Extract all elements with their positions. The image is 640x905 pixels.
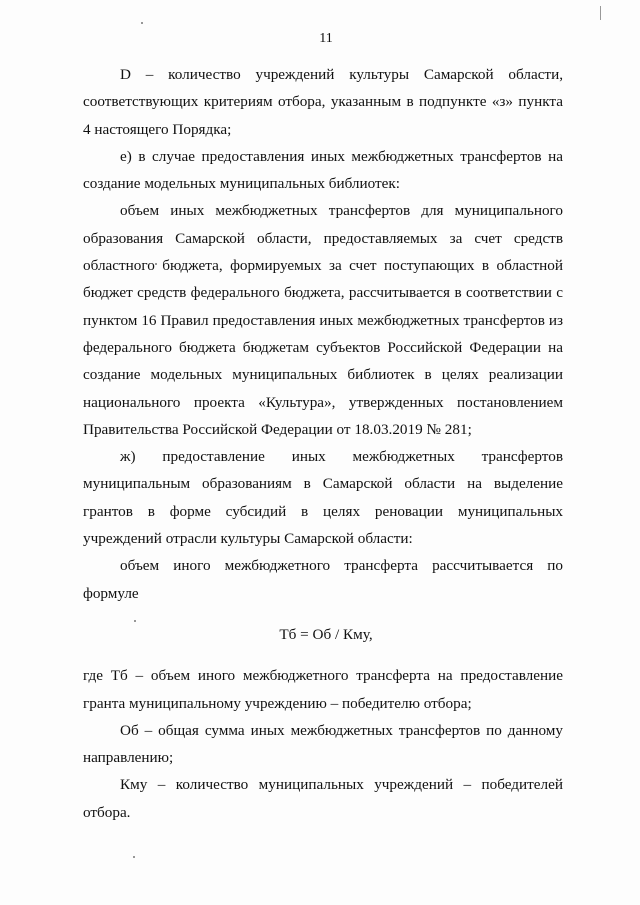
- scan-speck: [133, 856, 135, 858]
- scan-speck: [141, 22, 143, 24]
- definition-kmu: Кму – количество муниципальных учреждений – победителей отбора.: [83, 776, 563, 821]
- paragraph-item-e: е) в случае предоставления иных межбюджетных трансфертов на создание модельных муниципальных библиотек:: [83, 147, 563, 193]
- formula: Тб = Об / Кму,: [279, 625, 373, 643]
- paragraph-d-definition: D – количество учреждений культуры Самарской области, соответствующих критериям отбора, указанным в подпункте «з» пункта 4 настоящего Порядка;: [83, 66, 563, 138]
- paragraph-zh-volume: объем иного межбюджетного трансферта рассчитывается по формуле: [83, 557, 563, 602]
- paragraph-e-volume: объем иных межбюджетных трансфертов для муниципального образования Самарской области, предоставляемых за счет средств областного бюджета, формируемых за счет поступающих в областной бюджет средств федерального бюджета, рассчитывается в соответствии с пунктом 16 Правил предоставления иных межбюджетных трансфертов из федерального бюджета бюджетам субъектов Российской Федерации на создание модельных муниципальных библиотек в целях реализации национального проекта «Культура», утвержденных постановлением Правительства Российской Федерации от 18.03.2019 № 281;: [83, 202, 563, 438]
- definition-ob: Об – общая сумма иных межбюджетных трансфертов по данному направлению;: [83, 721, 563, 767]
- paragraph-item-zh: ж) предоставление иных межбюджетных трансфертов муниципальным образованиям в Самарской области на выделение грантов в форме субсидий в целях реновации муниципальных учреждений отрасли культуры Самарской области:: [83, 448, 563, 548]
- page-number: 11: [319, 31, 333, 46]
- document-body: [83, 61, 563, 826]
- scan-edge-mark: [600, 6, 601, 20]
- definition-tb: где Тб – объем иного межбюджетного трансферта на предоставление гранта муниципальному учреждению – победителю отбора;: [83, 667, 563, 712]
